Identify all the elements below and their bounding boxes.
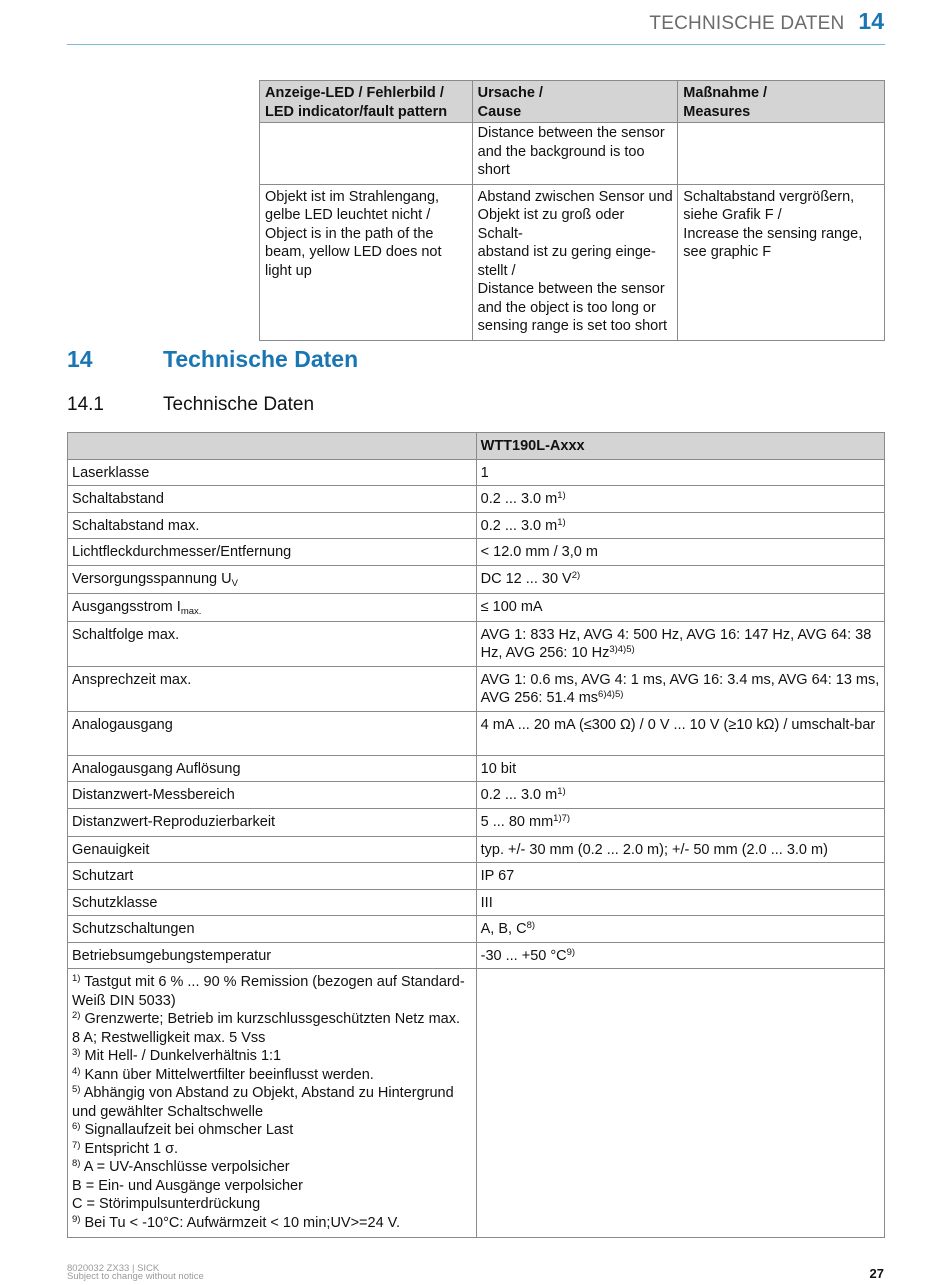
footnotes-cell <box>68 969 477 1238</box>
fault-header-cause <box>472 81 678 123</box>
spec-value <box>476 755 884 782</box>
fault-cell-cause <box>472 123 678 185</box>
section-heading <box>67 346 358 373</box>
spec-header-row <box>68 433 885 460</box>
spec-key-text: Genauigkeit <box>72 841 150 858</box>
spec-key <box>68 593 477 621</box>
footnote-text: Abhängig von Abstand zu Objekt, Abstand zu Hintergrund und gewählter Schaltschwelle <box>72 1085 454 1120</box>
spec-value <box>476 621 884 666</box>
footnote-text: Bei Tu < -10°C: Aufwärmzeit < 10 min;UV>=24 V. <box>84 1214 401 1231</box>
spec-key <box>68 836 477 863</box>
spec-key <box>68 916 477 943</box>
footnotes-empty-cell <box>476 969 884 1238</box>
header-line: LED indicator/fault pattern <box>265 103 448 120</box>
spec-value-text: 4 mA ... 20 mA (≤300 Ω) / 0 V ... 10 V (≥10 kΩ) / umschalt-bar <box>480 716 876 733</box>
header-line: Anzeige-LED / Fehlerbild / <box>265 85 444 101</box>
footnote-ref: 2) <box>571 569 581 581</box>
cell-line: siehe Grafik F / <box>683 207 782 223</box>
table-row <box>260 123 885 185</box>
cell-line: and the object is too long or <box>477 299 656 316</box>
cell-line: Object is in the path of the <box>265 225 434 242</box>
section-number: 14 <box>67 346 93 372</box>
footnote-mark: 3) <box>72 1047 81 1058</box>
cell-line: Schaltabstand vergrößern, <box>683 188 855 205</box>
spec-value <box>476 836 884 863</box>
spec-value-text: 0.2 ... 3.0 m <box>480 787 558 803</box>
spec-key-text: Ansprechzeit max. <box>72 671 192 688</box>
spec-key-text: Schaltabstand <box>72 491 164 507</box>
fault-header-led <box>260 81 473 123</box>
spec-header-key <box>68 433 477 460</box>
table-row <box>68 782 885 809</box>
spec-key <box>68 666 477 711</box>
footnote-text: Kann über Mittelwertfilter beeinflusst werden. <box>84 1066 374 1083</box>
table-row <box>68 755 885 782</box>
footnote-text: B = Ein- und Ausgänge verpolsicher <box>72 1177 303 1194</box>
footnote-ref: 1)7) <box>553 812 571 824</box>
spec-value-text: 1 <box>480 464 489 481</box>
table-row <box>68 711 885 755</box>
spec-value-text: typ. +/- 30 mm (0.2 ... 2.0 m); +/- 50 mm (2.0 ... 3.0 m) <box>480 841 828 858</box>
header-line: Measures <box>683 103 751 120</box>
spec-value-text: AVG 1: 833 Hz, AVG 4: 500 Hz, AVG 16: 147 Hz, AVG 64: 38 Hz, AVG 256: 10 Hz <box>480 626 872 661</box>
spec-value <box>476 512 884 539</box>
footnote-ref: 6)4)5) <box>598 689 624 700</box>
spec-value-text: A, B, C <box>480 921 527 937</box>
spec-key-text: Analogausgang <box>72 716 173 733</box>
footnote <box>72 1140 472 1159</box>
footnote-text: Grenzwerte; Betrieb im kurzschlussgeschützten Netz max. 8 A; Restwelligkeit max. 5 Vss <box>72 1011 461 1046</box>
footnote <box>72 1084 472 1121</box>
spec-key-text: Ausgangsstrom I <box>72 598 181 615</box>
spec-header-model: WTT190L-Axxx <box>476 433 884 460</box>
table-row <box>260 184 885 340</box>
footnote-ref: 9) <box>566 946 576 958</box>
table-row <box>68 889 885 916</box>
cell-line: Distance between the sensor <box>477 281 665 297</box>
fault-cell-measures <box>678 184 885 340</box>
spec-key <box>68 782 477 809</box>
spec-key <box>68 486 477 513</box>
footnote-mark: 1) <box>72 973 81 984</box>
footer-notice: Subject to change without notice <box>67 1271 204 1282</box>
table-row <box>68 666 885 711</box>
spec-value <box>476 863 884 890</box>
cell-line: and the background is too <box>477 143 645 160</box>
spec-value <box>476 539 884 566</box>
cell-line: Increase the sensing range, <box>683 225 863 242</box>
footnote-ref: 3)4)5) <box>609 644 635 655</box>
spec-key-text: Schutzschaltungen <box>72 921 195 937</box>
spec-key <box>68 755 477 782</box>
footnote-ref: 1) <box>557 490 566 501</box>
spec-key <box>68 539 477 566</box>
footnote-ref: 8) <box>526 920 536 931</box>
spec-value-text: IP 67 <box>480 868 515 884</box>
footnote-mark: 5) <box>72 1084 81 1095</box>
footnote-mark: 9) <box>72 1213 81 1225</box>
footnote-mark: 8) <box>72 1158 81 1169</box>
cell-line: gelbe LED leuchtet nicht / <box>265 207 431 223</box>
spec-value <box>476 808 884 836</box>
spec-value <box>476 889 884 916</box>
spec-value-text: < 12.0 mm / 3,0 m <box>480 544 598 560</box>
spec-value <box>476 593 884 621</box>
fault-cell-measures <box>678 123 885 185</box>
table-row <box>68 863 885 890</box>
page-number: 27 <box>869 1266 884 1281</box>
header-divider <box>67 44 885 45</box>
footnote-mark: 6) <box>72 1121 81 1132</box>
subsection-title: Technische Daten <box>163 394 315 415</box>
header-line: Cause <box>477 103 522 120</box>
cell-line: abstand ist zu gering einge- <box>477 244 656 260</box>
spec-value-text: 0.2 ... 3.0 m <box>480 491 558 507</box>
table-row <box>68 486 885 513</box>
spec-value-text: 0.2 ... 3.0 m <box>480 517 558 534</box>
spec-key <box>68 512 477 539</box>
footnote-mark: 4) <box>72 1065 81 1077</box>
spec-key-text: Distanzwert-Reproduzierbarkeit <box>72 813 276 830</box>
spec-key-subscript: V <box>231 577 238 589</box>
footnote-ref: 1) <box>557 516 566 528</box>
footnote <box>72 973 472 1010</box>
spec-value <box>476 459 884 486</box>
table-row <box>68 836 885 863</box>
footnote <box>72 1010 472 1047</box>
subsection-number: 14.1 <box>67 394 104 415</box>
spec-table <box>67 432 885 1238</box>
footnote <box>72 1158 472 1177</box>
fault-table-header-row <box>260 81 885 123</box>
spec-value-text: ≤ 100 mA <box>480 598 543 615</box>
spec-key <box>68 565 477 593</box>
spec-key-text: Schaltfolge max. <box>72 626 180 643</box>
cell-line: stellt / <box>477 262 516 279</box>
table-row <box>68 621 885 666</box>
spec-key <box>68 889 477 916</box>
spec-key-text: Schutzklasse <box>72 894 158 911</box>
spec-value <box>476 711 884 755</box>
cell-line: short <box>477 162 510 178</box>
footnote-ref: 1) <box>557 786 566 797</box>
spec-value <box>476 916 884 943</box>
spec-value-text: DC 12 ... 30 V <box>480 570 572 587</box>
table-row <box>68 539 885 566</box>
cell-line: light up <box>265 262 312 279</box>
footnote <box>72 1195 472 1214</box>
header-line: Maßnahme / <box>683 85 768 101</box>
spec-value <box>476 942 884 969</box>
spec-value-text: -30 ... +50 °C <box>480 947 567 964</box>
cell-line: Objekt ist zu groß oder Schalt- <box>477 207 625 242</box>
footnote-text: Signallaufzeit bei ohmscher Last <box>84 1122 294 1138</box>
fault-table <box>259 80 885 341</box>
cell-line: Objekt ist im Strahlengang, <box>265 188 440 205</box>
spec-key <box>68 942 477 969</box>
fault-cell-cause <box>472 184 678 340</box>
spec-value <box>476 486 884 513</box>
cell-line: see graphic F <box>683 244 772 260</box>
table-row <box>68 459 885 486</box>
spec-value <box>476 782 884 809</box>
spec-key-text: Distanzwert-Messbereich <box>72 787 235 803</box>
footnote <box>72 1047 472 1066</box>
header-section-title: TECHNISCHE DATEN <box>649 13 845 34</box>
table-row <box>68 512 885 539</box>
footnote <box>72 1177 472 1196</box>
table-row <box>68 916 885 943</box>
fault-header-measures <box>678 81 885 123</box>
spec-key-text: Laserklasse <box>72 464 150 481</box>
spec-key-subscript: max. <box>180 605 202 617</box>
footnote-mark: 7) <box>72 1139 81 1151</box>
spec-key <box>68 459 477 486</box>
footer-doc-id: 8020032 ZX33 | SICK <box>67 1263 160 1274</box>
footnote <box>72 1214 472 1233</box>
table-row <box>68 808 885 836</box>
spec-value <box>476 565 884 593</box>
spec-key-text: Schaltabstand max. <box>72 517 200 534</box>
footnote <box>72 1066 472 1085</box>
footnote-text: Entspricht 1 σ. <box>84 1140 179 1157</box>
spec-body <box>68 459 885 1238</box>
footnote-text: C = Störimpulsunterdrückung <box>72 1196 261 1212</box>
page-header <box>649 8 884 36</box>
table-row <box>68 942 885 969</box>
fault-cell-led <box>260 123 473 185</box>
fault-cell-led <box>260 184 473 340</box>
subsection-heading <box>67 394 314 416</box>
spec-value-text: 5 ... 80 mm <box>480 813 554 830</box>
spec-value-text: AVG 1: 0.6 ms, AVG 4: 1 ms, AVG 16: 3.4 ms, AVG 64: 13 ms, AVG 256: 51.4 ms <box>480 671 880 706</box>
table-row <box>68 593 885 621</box>
table-row <box>68 565 885 593</box>
cell-line: Abstand zwischen Sensor und <box>477 188 673 205</box>
spec-key <box>68 711 477 755</box>
spec-key <box>68 621 477 666</box>
spec-key <box>68 863 477 890</box>
spec-key-text: Lichtfleckdurchmesser/Entfernung <box>72 544 292 560</box>
spec-key-text: Betriebsumgebungstemperatur <box>72 947 272 964</box>
section-title: Technische Daten <box>163 346 359 372</box>
footnote-text: Tastgut mit 6 % ... 90 % Remission (bezogen auf Standard-Weiß DIN 5033) <box>72 974 465 1009</box>
footnote-text: A = UV-Anschlüsse verpolsicher <box>83 1159 290 1175</box>
footnote <box>72 1121 472 1140</box>
spec-key-text: Schutzart <box>72 868 134 884</box>
header-line: Ursache / <box>477 85 543 101</box>
spec-key-text: Versorgungsspannung U <box>72 570 232 587</box>
cell-line: Distance between the sensor <box>477 125 665 141</box>
header-section-number: 14 <box>858 8 884 34</box>
spec-key-text: Analogausgang Auflösung <box>72 760 241 777</box>
spec-value <box>476 666 884 711</box>
spec-value-text: 10 bit <box>480 760 517 777</box>
footer-doc-info <box>67 1265 204 1281</box>
spec-key <box>68 808 477 836</box>
cell-line: sensing range is set too short <box>477 318 668 334</box>
footnotes-row <box>68 969 885 1238</box>
footnote-mark: 2) <box>72 1010 81 1021</box>
spec-value-text: III <box>480 894 493 911</box>
cell-line: beam, yellow LED does not <box>265 244 442 260</box>
footnote-text: Mit Hell- / Dunkelverhältnis 1:1 <box>84 1048 282 1064</box>
